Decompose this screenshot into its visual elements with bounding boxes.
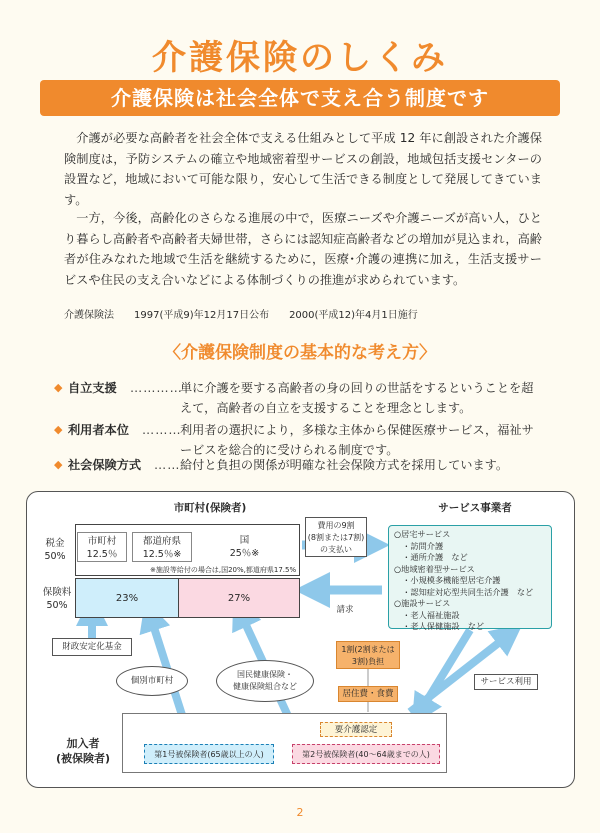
- service-line: ・通所介護 など: [394, 552, 468, 562]
- insured-label: 加入者 (被保険者): [55, 737, 111, 765]
- service-line: ・小規模多機能型居宅介護: [394, 575, 501, 585]
- diamond-icon: ◆: [54, 381, 63, 394]
- principle-desc: 単に介護を要する高齢者の身の回りの世話をするということを超えて，高齢者の自立を支援することを理念とします。: [180, 381, 534, 415]
- principle-term: 社会保険方式: [68, 458, 142, 472]
- nation-share: 国 25％※: [197, 532, 292, 562]
- insured-type-2: 第2号被保険者(40〜64歳までの人): [292, 744, 440, 764]
- service-use-label: サービス利用: [474, 674, 538, 690]
- living-cost-box: 居住費・食費: [338, 686, 398, 702]
- service-list: [388, 525, 552, 629]
- section-heading: 〈介護保険制度の基本的な考え方〉: [164, 343, 436, 363]
- care-certification: 要介護認定: [320, 722, 392, 737]
- premium-share-2: 27%: [178, 578, 300, 618]
- provider-header: サービス事業者: [438, 502, 512, 514]
- principle-term: 自立支援: [68, 381, 117, 395]
- facility-note: ※施設等給付の場合は,国20%,都道府県17.5%: [150, 566, 297, 574]
- subtitle-banner: 介護保険は社会全体で支え合う制度です: [40, 80, 560, 116]
- service-line: ○地域密着型サービス: [394, 563, 475, 574]
- service-line: ・認知症対応型共同生活介護 など: [394, 586, 534, 597]
- insured-type-1: 第1号被保険者(65歳以上の人): [144, 744, 274, 764]
- premium-label: 保険料 50%: [42, 587, 72, 611]
- service-line: ○居宅サービス: [394, 529, 451, 539]
- principle-desc: 利用者の選択により，多様な主体から保健医療サービス，福祉サービスを総合的に受けられる制度です。: [180, 423, 534, 457]
- diamond-icon: ◆: [54, 423, 63, 436]
- law-dates: 介護保険法 1997(平成9)年12月17日公布 2000(平成12)年4月1日施行: [64, 310, 418, 321]
- claim-label: 請求: [336, 605, 354, 615]
- payment-label: 費用の9割 (8割または7割) の支払い: [305, 517, 367, 557]
- page-title: 介護保険のしくみ: [152, 38, 448, 78]
- individual-city: 個別市町村: [116, 666, 188, 696]
- tax-label: 税金 50%: [44, 538, 66, 562]
- premium-share-1: 23%: [75, 578, 179, 618]
- diamond-icon: ◆: [54, 458, 63, 471]
- leader-dots: …………: [130, 381, 183, 395]
- copay-box: 1割(2割または 3割)負担: [336, 641, 400, 669]
- stabilization-fund: 財政安定化基金: [52, 638, 132, 656]
- service-line: ・老人保健施設 など: [394, 621, 485, 631]
- service-line: ・老人福祉施設: [394, 609, 460, 620]
- leader-dots: ……: [154, 458, 181, 472]
- principle-term: 利用者本位: [68, 423, 129, 437]
- leader-dots: ………: [142, 423, 182, 437]
- city-share: 市町村 12.5％: [77, 532, 127, 562]
- intro-paragraph-1: 介護が必要な高齢者を社会全体で支える仕組みとして平成 12 年に創設された介護保険制度は，予防システムの確立や地域密着型サービスの創設，地域包括支援センターの設置など，地域において可能な限り，安心して生活できる制度として発展してきています。: [64, 131, 542, 207]
- insured-area: [122, 713, 447, 773]
- intro-paragraph-2: 一方，今後，高齢化のさらなる進展の中で，医療ニーズや介護ニーズが高い人，ひとり暮らし高齢者や高齢者夫婦世帯，さらには認知症高齢者などの増加が見込まれ，高齢者が住みなれた地域で生活を継続するために，医療･介護の連携に加え，生活支援サービスや住民の支え合いなどによる体制づくりの推進が求められています。: [64, 211, 542, 287]
- prefecture-share: 都道府県 12.5％※: [132, 532, 192, 562]
- service-line: ・訪問介護: [394, 540, 444, 551]
- service-line: ○施設サービス: [394, 598, 451, 608]
- principle-desc: 給付と負担の関係が明確な社会保険方式を採用しています。: [180, 458, 509, 472]
- page-number: 2: [296, 806, 304, 819]
- nhi-group: 国民健康保険・ 健康保険組合など: [216, 660, 314, 702]
- municipality-header: 市町村(保険者): [173, 502, 247, 514]
